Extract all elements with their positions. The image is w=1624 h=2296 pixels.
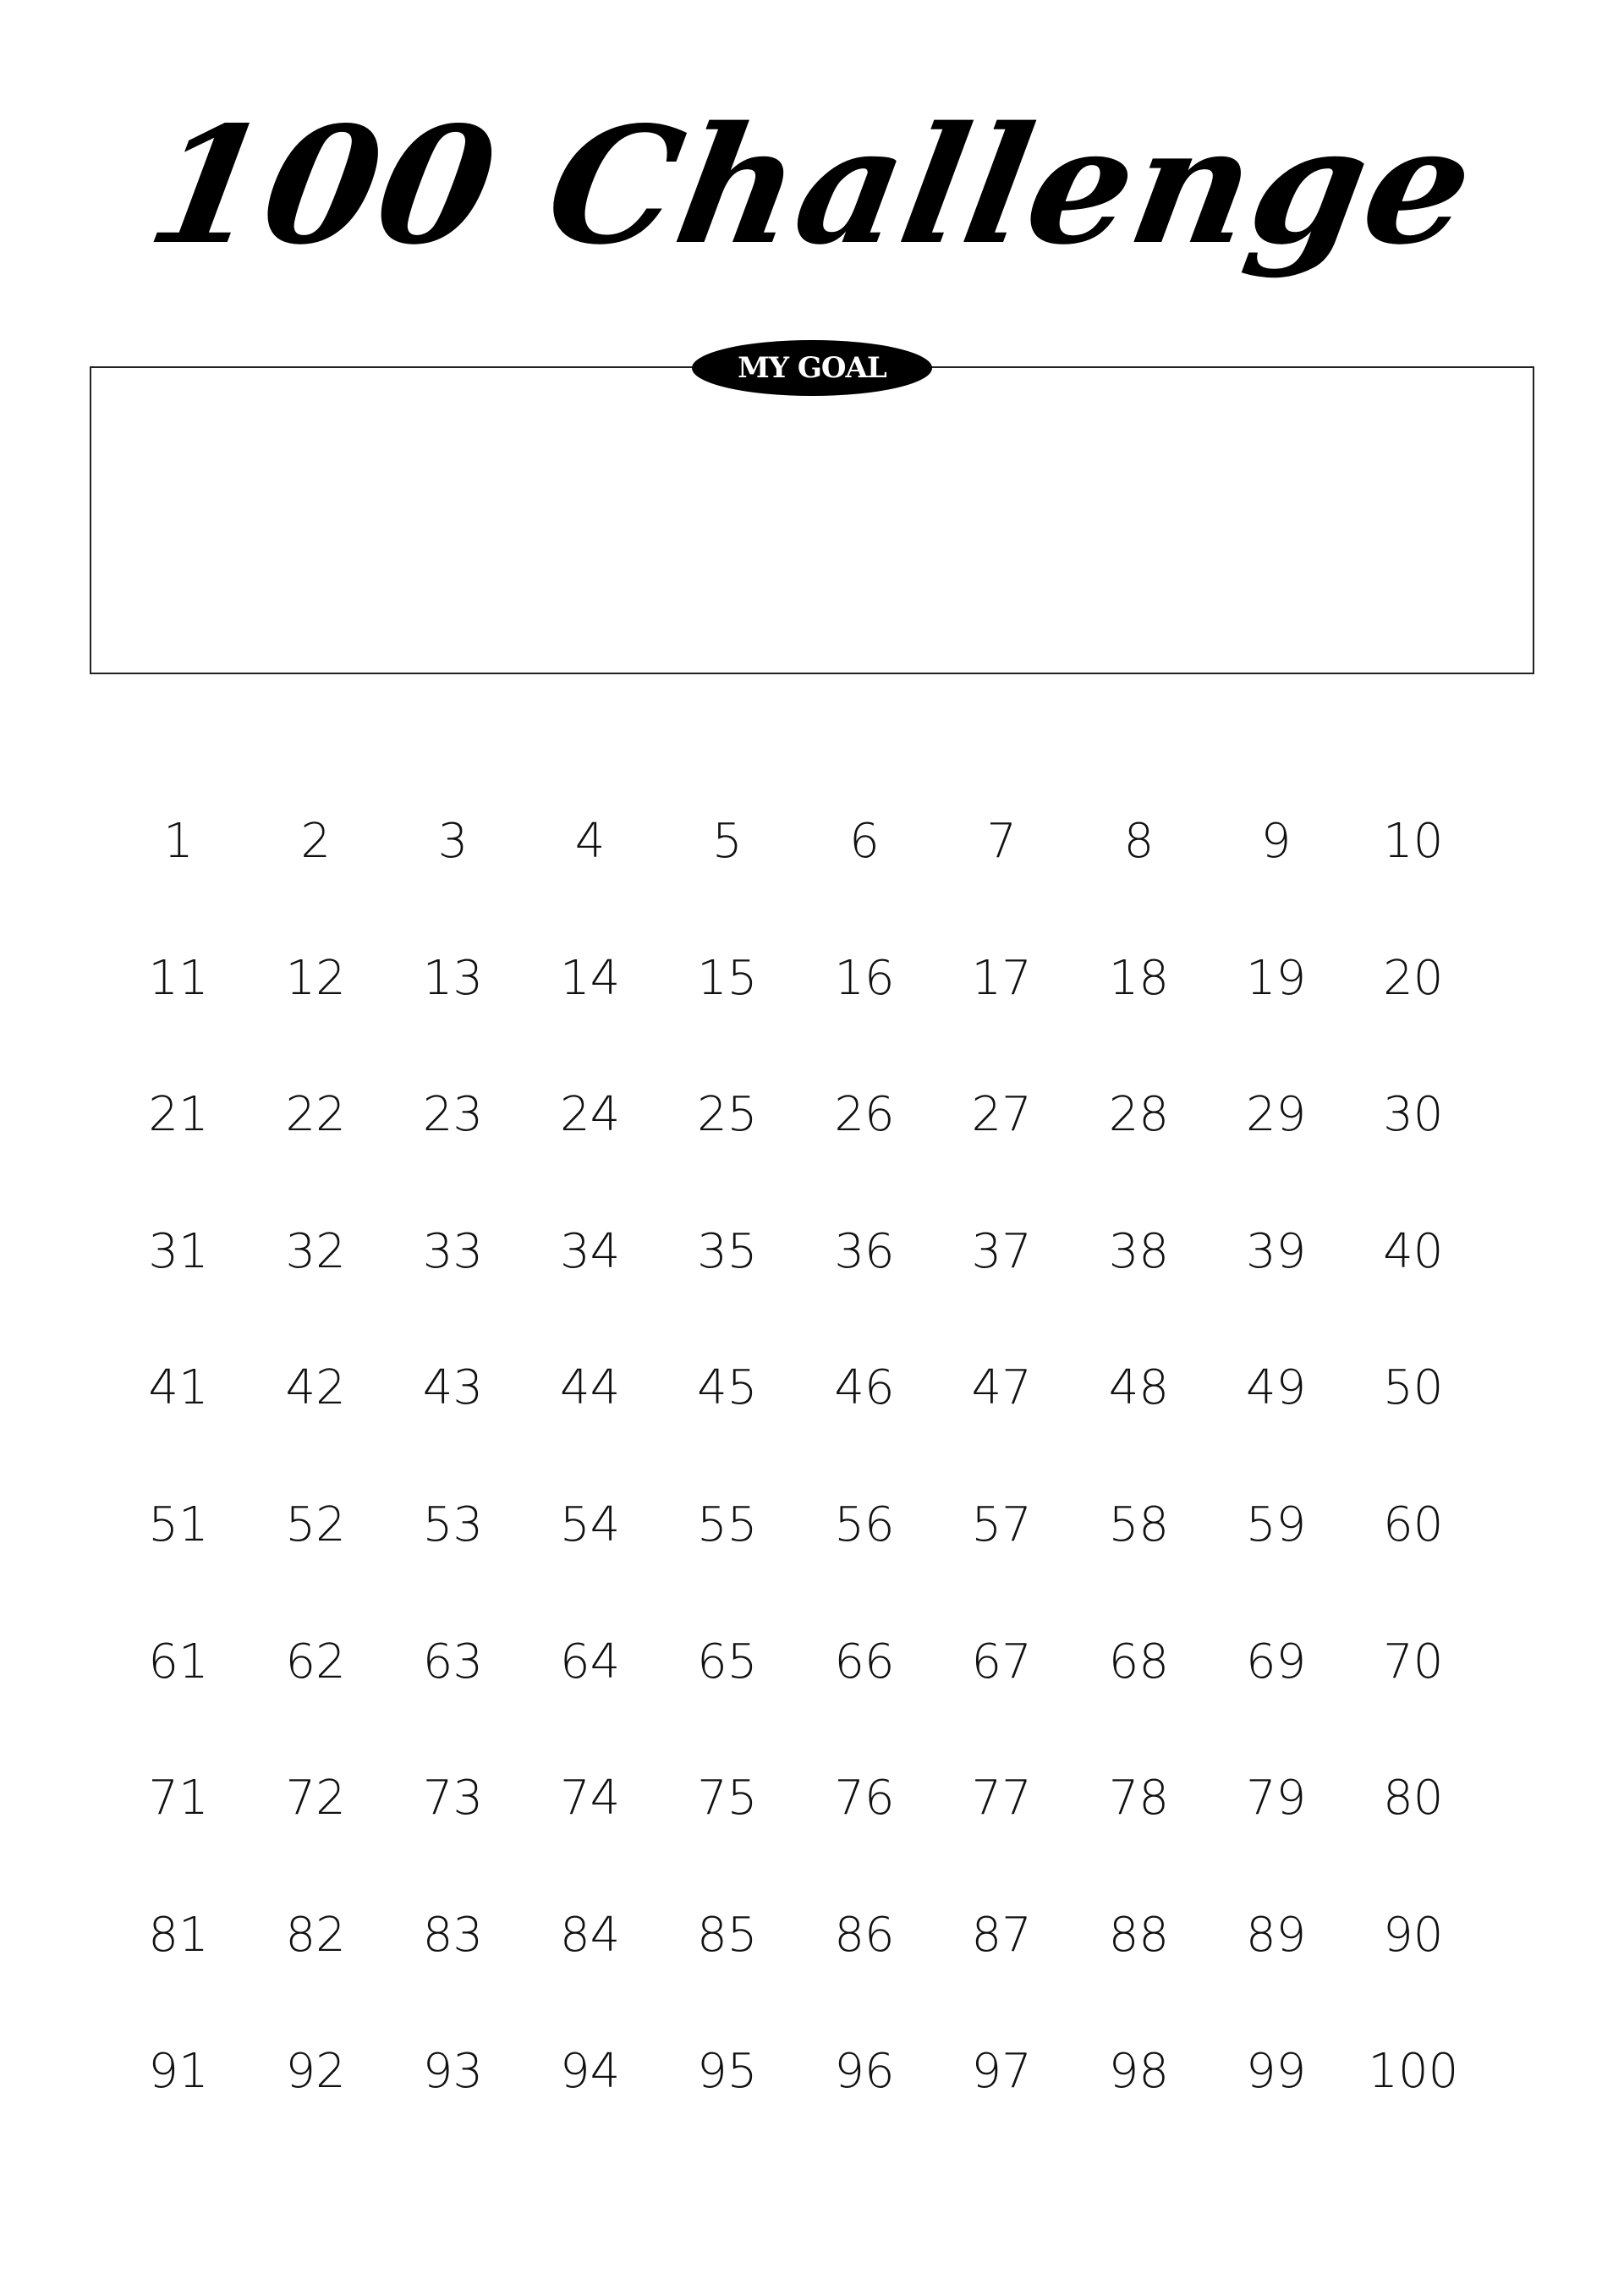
challenge-number-cell[interactable]: 73	[422, 1771, 484, 1826]
challenge-number-cell[interactable]: 16	[834, 950, 895, 1006]
challenge-number-cell[interactable]: 51	[148, 1497, 209, 1552]
challenge-number-cell[interactable]: 49	[1245, 1360, 1307, 1416]
challenge-number-cell[interactable]: 36	[834, 1223, 895, 1279]
challenge-number-cell[interactable]: 78	[1108, 1771, 1170, 1826]
challenge-number-cell[interactable]: 2	[300, 814, 331, 869]
challenge-number-cell[interactable]: 12	[285, 950, 346, 1006]
challenge-number-cell[interactable]: 32	[285, 1223, 346, 1279]
challenge-number-cell[interactable]: 71	[148, 1771, 209, 1826]
challenge-number-cell[interactable]: 84	[559, 1907, 621, 1963]
challenge-number-cell[interactable]: 75	[697, 1771, 758, 1826]
challenge-number-cell[interactable]: 1	[163, 814, 194, 869]
challenge-number-cell[interactable]: 100	[1368, 2044, 1459, 2100]
challenge-number-cell[interactable]: 83	[422, 1907, 484, 1963]
challenge-number-cell[interactable]: 7	[986, 814, 1017, 869]
challenge-number-cell[interactable]: 82	[285, 1907, 346, 1963]
challenge-number-cell[interactable]: 46	[834, 1360, 895, 1416]
challenge-number-cell[interactable]: 74	[559, 1771, 621, 1826]
challenge-number-cell[interactable]: 56	[834, 1497, 895, 1552]
challenge-number-cell[interactable]: 91	[148, 2044, 209, 2100]
challenge-number-cell[interactable]: 11	[148, 950, 209, 1006]
challenge-number-cell[interactable]: 77	[971, 1771, 1032, 1826]
challenge-number-cell[interactable]: 62	[285, 1634, 346, 1689]
challenge-number-cell[interactable]: 18	[1108, 950, 1170, 1006]
page-title: 100 Challenge	[136, 91, 1488, 280]
challenge-number-cell[interactable]: 97	[971, 2044, 1032, 2100]
challenge-number-cell[interactable]: 99	[1245, 2044, 1307, 2100]
challenge-number-cell[interactable]: 64	[559, 1634, 621, 1689]
challenge-number-cell[interactable]: 23	[422, 1087, 484, 1143]
challenge-number-cell[interactable]: 43	[422, 1360, 484, 1416]
challenge-number-cell[interactable]: 76	[834, 1771, 895, 1826]
challenge-number-cell[interactable]: 35	[697, 1223, 758, 1279]
challenge-number-cell[interactable]: 4	[574, 814, 606, 869]
challenge-number-cell[interactable]: 41	[148, 1360, 209, 1416]
challenge-number-cell[interactable]: 95	[697, 2044, 758, 2100]
challenge-number-cell[interactable]: 8	[1123, 814, 1155, 869]
challenge-number-cell[interactable]: 30	[1383, 1087, 1444, 1143]
challenge-number-cell[interactable]: 3	[437, 814, 469, 869]
challenge-number-cell[interactable]: 55	[697, 1497, 758, 1552]
challenge-number-cell[interactable]: 48	[1108, 1360, 1170, 1416]
challenge-number-cell[interactable]: 29	[1245, 1087, 1307, 1143]
challenge-number-cell[interactable]: 19	[1245, 950, 1307, 1006]
challenge-number-cell[interactable]: 21	[148, 1087, 209, 1143]
challenge-number-cell[interactable]: 72	[285, 1771, 346, 1826]
challenge-number-cell[interactable]: 14	[559, 950, 621, 1006]
goal-label: MY GOAL	[692, 340, 932, 396]
challenge-number-cell[interactable]: 58	[1108, 1497, 1170, 1552]
challenge-number-cell[interactable]: 5	[711, 814, 743, 869]
challenge-number-cell[interactable]: 22	[285, 1087, 346, 1143]
challenge-number-cell[interactable]: 28	[1108, 1087, 1170, 1143]
challenge-number-cell[interactable]: 92	[285, 2044, 346, 2100]
challenge-number-cell[interactable]: 9	[1260, 814, 1292, 869]
challenge-number-cell[interactable]: 93	[422, 2044, 484, 2100]
challenge-number-cell[interactable]: 98	[1108, 2044, 1170, 2100]
challenge-number-cell[interactable]: 87	[971, 1907, 1032, 1963]
challenge-number-cell[interactable]: 81	[148, 1907, 209, 1963]
challenge-number-cell[interactable]: 34	[559, 1223, 621, 1279]
challenge-number-cell[interactable]: 40	[1383, 1223, 1444, 1279]
challenge-number-cell[interactable]: 20	[1383, 950, 1444, 1006]
challenge-number-cell[interactable]: 61	[148, 1634, 209, 1689]
challenge-number-cell[interactable]: 17	[971, 950, 1032, 1006]
challenge-number-cell[interactable]: 27	[971, 1087, 1032, 1143]
challenge-number-cell[interactable]: 33	[422, 1223, 484, 1279]
challenge-number-cell[interactable]: 63	[422, 1634, 484, 1689]
challenge-number-cell[interactable]: 79	[1245, 1771, 1307, 1826]
challenge-number-cell[interactable]: 69	[1245, 1634, 1307, 1689]
challenge-number-cell[interactable]: 60	[1383, 1497, 1444, 1552]
challenge-number-cell[interactable]: 38	[1108, 1223, 1170, 1279]
challenge-number-cell[interactable]: 88	[1108, 1907, 1170, 1963]
challenge-number-cell[interactable]: 45	[697, 1360, 758, 1416]
challenge-number-cell[interactable]: 6	[849, 814, 880, 869]
challenge-number-cell[interactable]: 59	[1245, 1497, 1307, 1552]
challenge-number-cell[interactable]: 47	[971, 1360, 1032, 1416]
challenge-number-cell[interactable]: 70	[1383, 1634, 1444, 1689]
challenge-number-cell[interactable]: 57	[971, 1497, 1032, 1552]
challenge-number-cell[interactable]: 31	[148, 1223, 209, 1279]
challenge-number-cell[interactable]: 52	[285, 1497, 346, 1552]
challenge-number-cell[interactable]: 42	[285, 1360, 346, 1416]
challenge-number-cell[interactable]: 85	[697, 1907, 758, 1963]
challenge-number-cell[interactable]: 66	[834, 1634, 895, 1689]
challenge-number-cell[interactable]: 25	[697, 1087, 758, 1143]
challenge-number-cell[interactable]: 96	[834, 2044, 895, 2100]
challenge-number-cell[interactable]: 24	[559, 1087, 621, 1143]
challenge-number-cell[interactable]: 65	[697, 1634, 758, 1689]
challenge-number-cell[interactable]: 67	[971, 1634, 1032, 1689]
challenge-number-cell[interactable]: 13	[422, 950, 484, 1006]
challenge-number-cell[interactable]: 10	[1383, 814, 1444, 869]
challenge-number-cell[interactable]: 80	[1383, 1771, 1444, 1826]
challenge-number-cell[interactable]: 50	[1383, 1360, 1444, 1416]
challenge-number-cell[interactable]: 89	[1245, 1907, 1307, 1963]
challenge-number-cell[interactable]: 90	[1383, 1907, 1444, 1963]
challenge-number-cell[interactable]: 53	[422, 1497, 484, 1552]
challenge-number-cell[interactable]: 39	[1245, 1223, 1307, 1279]
challenge-number-cell[interactable]: 94	[559, 2044, 621, 2100]
challenge-number-cell[interactable]: 37	[971, 1223, 1032, 1279]
challenge-number-cell[interactable]: 86	[834, 1907, 895, 1963]
challenge-number-cell[interactable]: 54	[559, 1497, 621, 1552]
challenge-number-cell[interactable]: 15	[697, 950, 758, 1006]
challenge-number-cell[interactable]: 26	[834, 1087, 895, 1143]
challenge-number-cell[interactable]: 68	[1108, 1634, 1170, 1689]
challenge-number-cell[interactable]: 44	[559, 1360, 621, 1416]
